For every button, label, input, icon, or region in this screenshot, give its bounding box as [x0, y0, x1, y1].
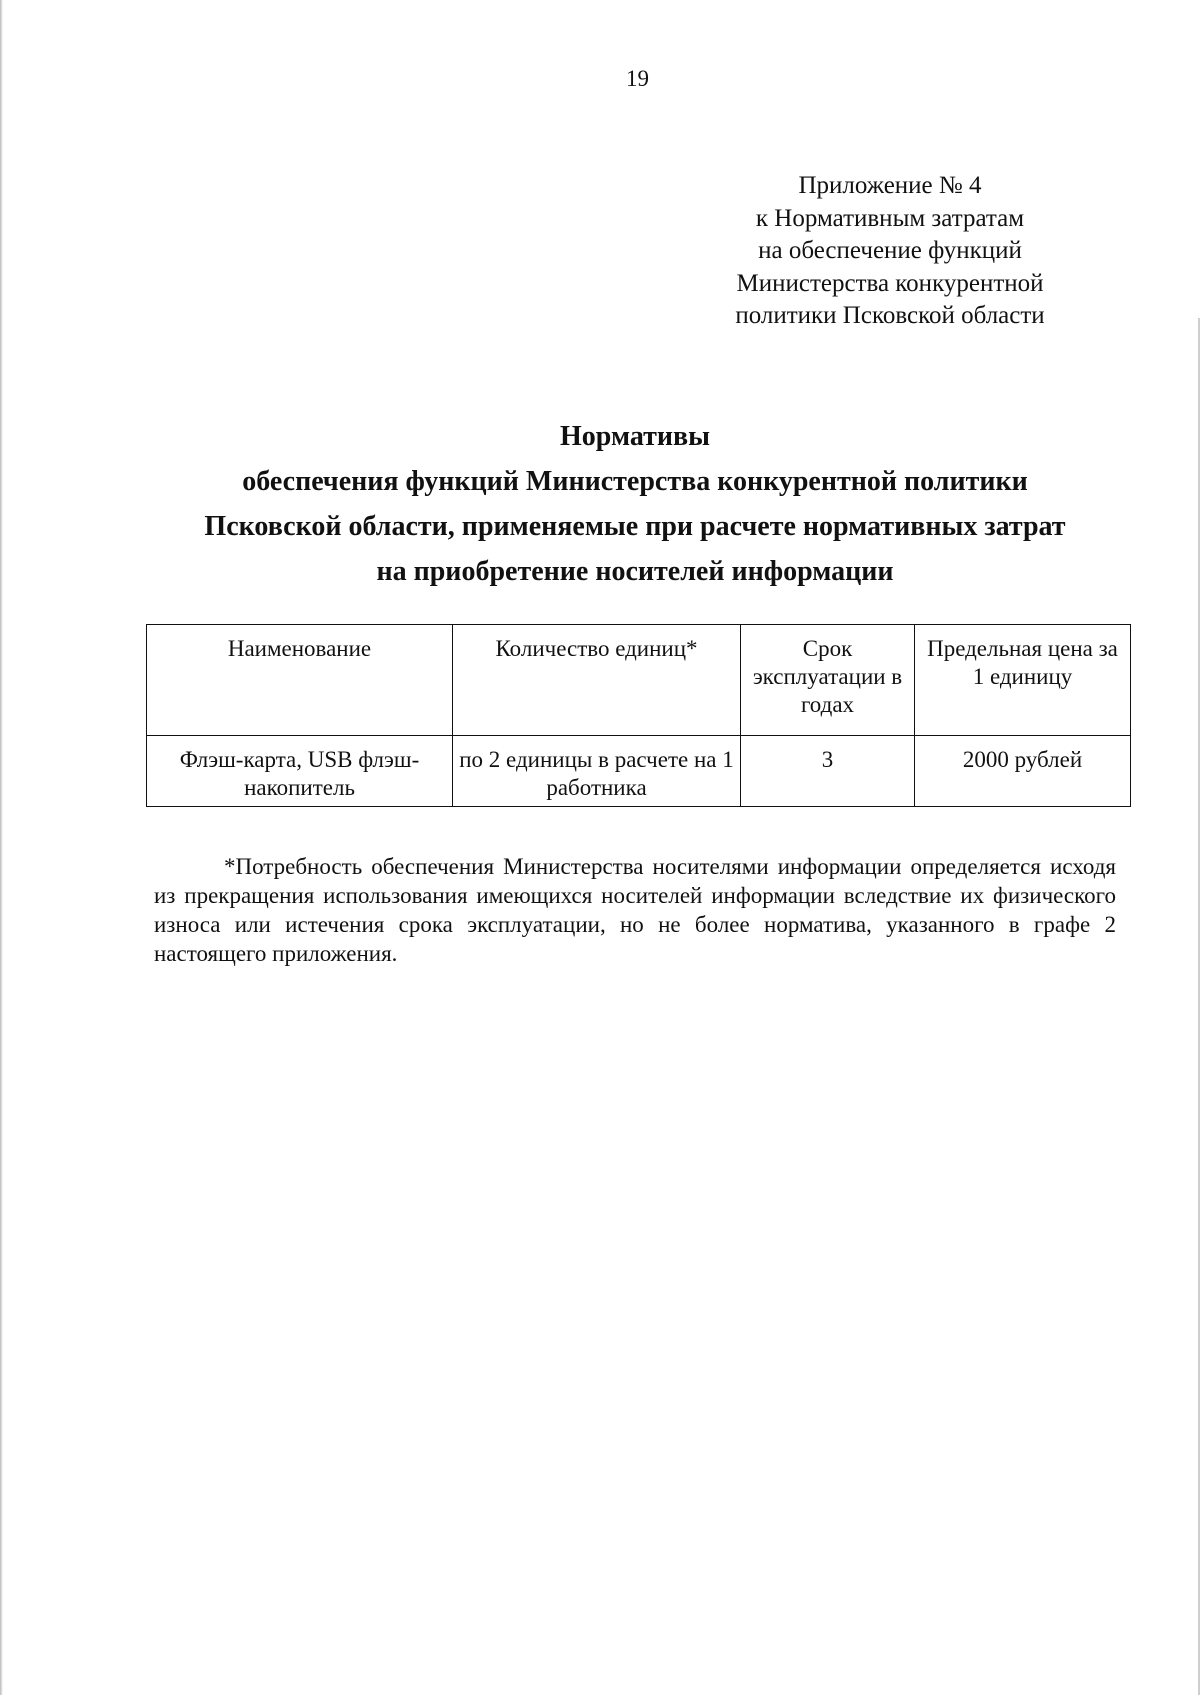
appendix-line: политики Псковской области — [735, 302, 1045, 329]
appendix-line: Министерства конкурентной — [736, 269, 1044, 297]
appendix-line: к Нормативным затратам — [755, 204, 1025, 232]
header-name: Наименование — [147, 625, 453, 736]
header-service-life: Срок эксплуатации в годах — [741, 625, 915, 736]
header-quantity: Количество единиц* — [453, 625, 741, 736]
cell-name: Флэш-карта, USB флэш-накопитель — [147, 736, 453, 807]
scan-edge-left — [0, 0, 3, 1695]
title-line: обеспечения функций Министерства конкурентной политики — [242, 466, 1028, 497]
cell-service-life: 3 — [741, 736, 915, 807]
appendix-reference — [690, 170, 1090, 333]
table-row — [147, 736, 1131, 807]
cell-max-price: 2000 рублей — [915, 736, 1131, 807]
title-line: Нормативы — [560, 421, 710, 452]
footnote: *Потребность обеспечения Министерства носителями информации определяется исходя из прекращения использования имеющихся носителей информации вследствие их физического износа или истечения срока эксплуатации, но не более норматива, указанного в графе 2 настоящего приложения. — [154, 854, 1116, 966]
document-title — [140, 414, 1130, 594]
cell-quantity: по 2 единицы в расчете на 1 работника — [453, 736, 741, 807]
title-line: Псковской области, применяемые при расчете нормативных затрат — [204, 511, 1066, 542]
norms-table — [146, 624, 1131, 807]
appendix-line: Приложение № 4 — [798, 172, 982, 199]
header-max-price: Предельная цена за 1 единицу — [915, 625, 1131, 736]
appendix-line: на обеспечение функций — [758, 237, 1022, 264]
page-number: 19 — [626, 66, 649, 91]
table-header-row — [147, 625, 1131, 736]
title-line: на приобретение носителей информации — [376, 556, 894, 587]
